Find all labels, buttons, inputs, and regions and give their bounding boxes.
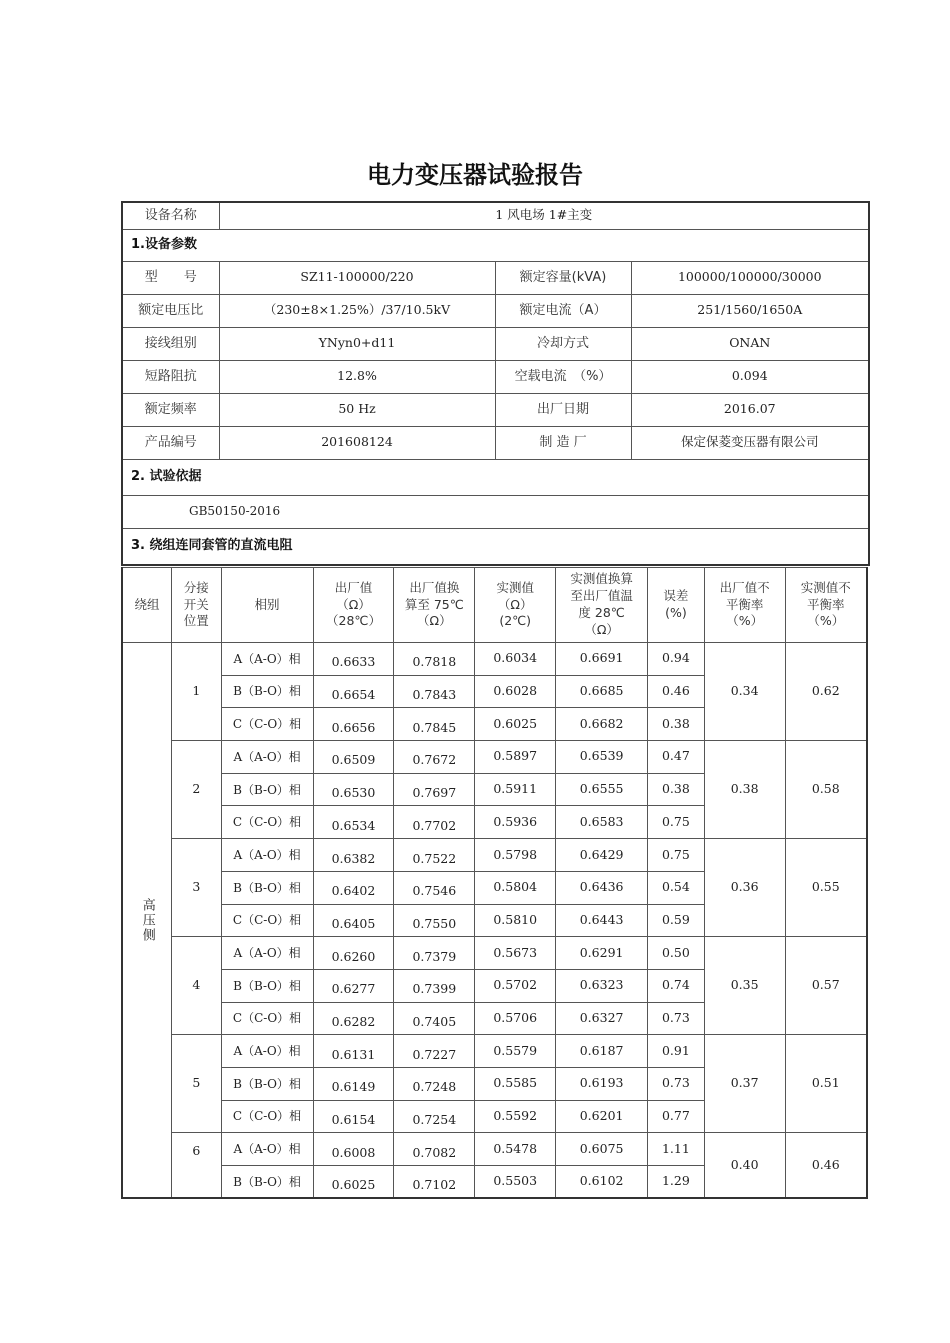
phase-cell: A（A-O）相 [221, 839, 313, 872]
param-label: 短路阻抗 [122, 360, 219, 393]
phase-cell: C（C-O）相 [221, 904, 313, 937]
param-value: 50 Hz [219, 393, 495, 426]
factory-75c-value: 0.7399 [394, 969, 475, 1002]
error-value: 0.94 [648, 643, 705, 676]
dc-resistance-table [121, 567, 868, 1199]
measured-value: 0.6028 [475, 675, 556, 708]
param-row [122, 426, 869, 459]
device-name-label: 设备名称 [122, 202, 219, 229]
measured-value: 0.6025 [475, 708, 556, 741]
measured-corrected-value: 0.6429 [556, 839, 648, 872]
error-value: 1.11 [648, 1133, 705, 1166]
tap-position: 3 [172, 839, 222, 937]
phase-cell: A（A-O）相 [221, 741, 313, 774]
factory-value: 0.6530 [313, 773, 394, 806]
table-row [122, 937, 867, 970]
measured-corrected-value: 0.6555 [556, 773, 648, 806]
factory-75c-value: 0.7845 [394, 708, 475, 741]
measured-value: 0.5706 [475, 1002, 556, 1035]
param-row [122, 393, 869, 426]
error-value: 0.75 [648, 839, 705, 872]
factory-value: 0.6260 [313, 937, 394, 970]
param-label: 额定电压比 [122, 294, 219, 327]
error-value: 0.73 [648, 1002, 705, 1035]
factory-value: 0.6149 [313, 1067, 394, 1100]
measured-unbalance: 0.46 [785, 1133, 867, 1198]
factory-value: 0.6534 [313, 806, 394, 839]
measured-corrected-value: 0.6323 [556, 969, 648, 1002]
factory-75c-value: 0.7248 [394, 1067, 475, 1100]
measured-corrected-value: 0.6539 [556, 741, 648, 774]
phase-cell: B（B-O）相 [221, 1166, 313, 1199]
param-label: 型 号 [122, 261, 219, 294]
winding-cell: 高压侧 [122, 643, 172, 1199]
param-label: 空载电流 （%） [495, 360, 631, 393]
phase-cell: A（A-O）相 [221, 937, 313, 970]
tap-position: 2 [172, 741, 222, 839]
factory-unbalance: 0.40 [704, 1133, 785, 1198]
measured-corrected-value: 0.6685 [556, 675, 648, 708]
factory-unbalance: 0.35 [704, 937, 785, 1035]
measured-corrected-value: 0.6327 [556, 1002, 648, 1035]
param-row [122, 360, 869, 393]
measured-unbalance: 0.62 [785, 643, 867, 741]
test-basis: GB50150-2016 [122, 495, 869, 528]
factory-value: 0.6008 [313, 1133, 394, 1166]
phase-cell: A（A-O）相 [221, 1133, 313, 1166]
table-row [122, 1133, 867, 1166]
error-value: 0.50 [648, 937, 705, 970]
error-value: 0.47 [648, 741, 705, 774]
factory-unbalance: 0.34 [704, 643, 785, 741]
param-value: 201608124 [219, 426, 495, 459]
measured-unbalance: 0.57 [785, 937, 867, 1035]
column-header: 实测值换算 至出厂值温 度 28℃ （Ω） [556, 568, 648, 643]
factory-unbalance: 0.38 [704, 741, 785, 839]
param-value: 保定保菱变压器有限公司 [631, 426, 869, 459]
factory-75c-value: 0.7546 [394, 871, 475, 904]
factory-75c-value: 0.7254 [394, 1100, 475, 1133]
measured-corrected-value: 0.6436 [556, 871, 648, 904]
measured-corrected-value: 0.6075 [556, 1133, 648, 1166]
measured-corrected-value: 0.6102 [556, 1166, 648, 1199]
phase-cell: B（B-O）相 [221, 675, 313, 708]
error-value: 0.74 [648, 969, 705, 1002]
factory-value: 0.6654 [313, 675, 394, 708]
param-value: 100000/100000/30000 [631, 261, 869, 294]
factory-value: 0.6382 [313, 839, 394, 872]
phase-cell: C（C-O）相 [221, 806, 313, 839]
param-label: 产品编号 [122, 426, 219, 459]
factory-75c-value: 0.7227 [394, 1035, 475, 1068]
column-header: 出厂值 （Ω） （28℃） [313, 568, 394, 643]
phase-cell: B（B-O）相 [221, 969, 313, 1002]
phase-cell: A（A-O）相 [221, 643, 313, 676]
measured-corrected-value: 0.6583 [556, 806, 648, 839]
param-row [122, 327, 869, 360]
error-value: 0.54 [648, 871, 705, 904]
param-label: 额定容量(kVA) [495, 261, 631, 294]
param-value: 251/1560/1650A [631, 294, 869, 327]
param-label: 额定频率 [122, 393, 219, 426]
factory-value: 0.6131 [313, 1035, 394, 1068]
factory-value: 0.6025 [313, 1166, 394, 1199]
factory-75c-value: 0.7818 [394, 643, 475, 676]
param-label: 额定电流（A） [495, 294, 631, 327]
measured-value: 0.6034 [475, 643, 556, 676]
measured-corrected-value: 0.6443 [556, 904, 648, 937]
measured-value: 0.5897 [475, 741, 556, 774]
factory-value: 0.6282 [313, 1002, 394, 1035]
measured-value: 0.5936 [475, 806, 556, 839]
factory-75c-value: 0.7550 [394, 904, 475, 937]
tap-position: 6 [172, 1133, 222, 1198]
factory-75c-value: 0.7405 [394, 1002, 475, 1035]
column-header: 误差 (%) [648, 568, 705, 643]
column-header: 绕组 [122, 568, 172, 643]
tap-position: 4 [172, 937, 222, 1035]
phase-cell: C（C-O）相 [221, 1100, 313, 1133]
phase-cell: C（C-O）相 [221, 1002, 313, 1035]
measured-corrected-value: 0.6291 [556, 937, 648, 970]
column-header: 出厂值不 平衡率 （%） [704, 568, 785, 643]
measured-value: 0.5592 [475, 1100, 556, 1133]
error-value: 0.59 [648, 904, 705, 937]
param-value: ONAN [631, 327, 869, 360]
column-header: 实测值不 平衡率 （%） [785, 568, 867, 643]
factory-75c-value: 0.7697 [394, 773, 475, 806]
phase-cell: B（B-O）相 [221, 773, 313, 806]
error-value: 0.91 [648, 1035, 705, 1068]
measured-corrected-value: 0.6193 [556, 1067, 648, 1100]
measured-value: 0.5673 [475, 937, 556, 970]
tap-position: 1 [172, 643, 222, 741]
measured-unbalance: 0.58 [785, 741, 867, 839]
factory-75c-value: 0.7522 [394, 839, 475, 872]
section2-heading: 2. 试验依据 [122, 459, 869, 495]
column-header: 分接 开关 位置 [172, 568, 222, 643]
error-value: 0.46 [648, 675, 705, 708]
measured-value: 0.5798 [475, 839, 556, 872]
factory-75c-value: 0.7379 [394, 937, 475, 970]
param-row [122, 294, 869, 327]
error-value: 1.29 [648, 1166, 705, 1199]
param-label: 出厂日期 [495, 393, 631, 426]
measured-value: 0.5579 [475, 1035, 556, 1068]
phase-cell: B（B-O）相 [221, 1067, 313, 1100]
factory-75c-value: 0.7672 [394, 741, 475, 774]
params-table [121, 201, 870, 566]
error-value: 0.38 [648, 708, 705, 741]
measured-corrected-value: 0.6691 [556, 643, 648, 676]
measured-value: 0.5702 [475, 969, 556, 1002]
factory-value: 0.6277 [313, 969, 394, 1002]
param-label: 冷却方式 [495, 327, 631, 360]
factory-75c-value: 0.7702 [394, 806, 475, 839]
section1-heading: 1.设备参数 [122, 229, 869, 261]
column-header: 相别 [221, 568, 313, 643]
factory-75c-value: 0.7843 [394, 675, 475, 708]
measured-value: 0.5503 [475, 1166, 556, 1199]
param-value: （230±8×1.25%）/37/10.5kV [219, 294, 495, 327]
report-title: 电力变压器试验报告 [367, 161, 583, 189]
factory-value: 0.6656 [313, 708, 394, 741]
measured-corrected-value: 0.6187 [556, 1035, 648, 1068]
table-row [122, 741, 867, 774]
factory-value: 0.6154 [313, 1100, 394, 1133]
tap-position: 5 [172, 1035, 222, 1133]
factory-75c-value: 0.7082 [394, 1133, 475, 1166]
factory-75c-value: 0.7102 [394, 1166, 475, 1199]
param-value: YNyn0+d11 [219, 327, 495, 360]
param-value: 2016.07 [631, 393, 869, 426]
factory-unbalance: 0.37 [704, 1035, 785, 1133]
param-label: 接线组别 [122, 327, 219, 360]
factory-value: 0.6402 [313, 871, 394, 904]
device-name-value: 1 风电场 1#主变 [219, 202, 869, 229]
measured-value: 0.5478 [475, 1133, 556, 1166]
phase-cell: A（A-O）相 [221, 1035, 313, 1068]
section3-heading: 3. 绕组连同套管的直流电阻 [122, 528, 869, 565]
measured-corrected-value: 0.6201 [556, 1100, 648, 1133]
measured-unbalance: 0.55 [785, 839, 867, 937]
measured-value: 0.5911 [475, 773, 556, 806]
param-value: 12.8% [219, 360, 495, 393]
param-value: 0.094 [631, 360, 869, 393]
error-value: 0.73 [648, 1067, 705, 1100]
table-row [122, 839, 867, 872]
table-row [122, 643, 867, 676]
measured-value: 0.5804 [475, 871, 556, 904]
error-value: 0.75 [648, 806, 705, 839]
phase-cell: B（B-O）相 [221, 871, 313, 904]
error-value: 0.77 [648, 1100, 705, 1133]
measured-corrected-value: 0.6682 [556, 708, 648, 741]
factory-value: 0.6509 [313, 741, 394, 774]
param-row [122, 261, 869, 294]
measured-unbalance: 0.51 [785, 1035, 867, 1133]
param-label: 制 造 厂 [495, 426, 631, 459]
factory-value: 0.6405 [313, 904, 394, 937]
factory-unbalance: 0.36 [704, 839, 785, 937]
measured-value: 0.5585 [475, 1067, 556, 1100]
phase-cell: C（C-O）相 [221, 708, 313, 741]
table-row [122, 1035, 867, 1068]
column-header: 出厂值换 算至 75℃ （Ω） [394, 568, 475, 643]
factory-value: 0.6633 [313, 643, 394, 676]
error-value: 0.38 [648, 773, 705, 806]
column-header: 实测值 （Ω） (2℃) [475, 568, 556, 643]
param-value: SZ11-100000/220 [219, 261, 495, 294]
measured-value: 0.5810 [475, 904, 556, 937]
